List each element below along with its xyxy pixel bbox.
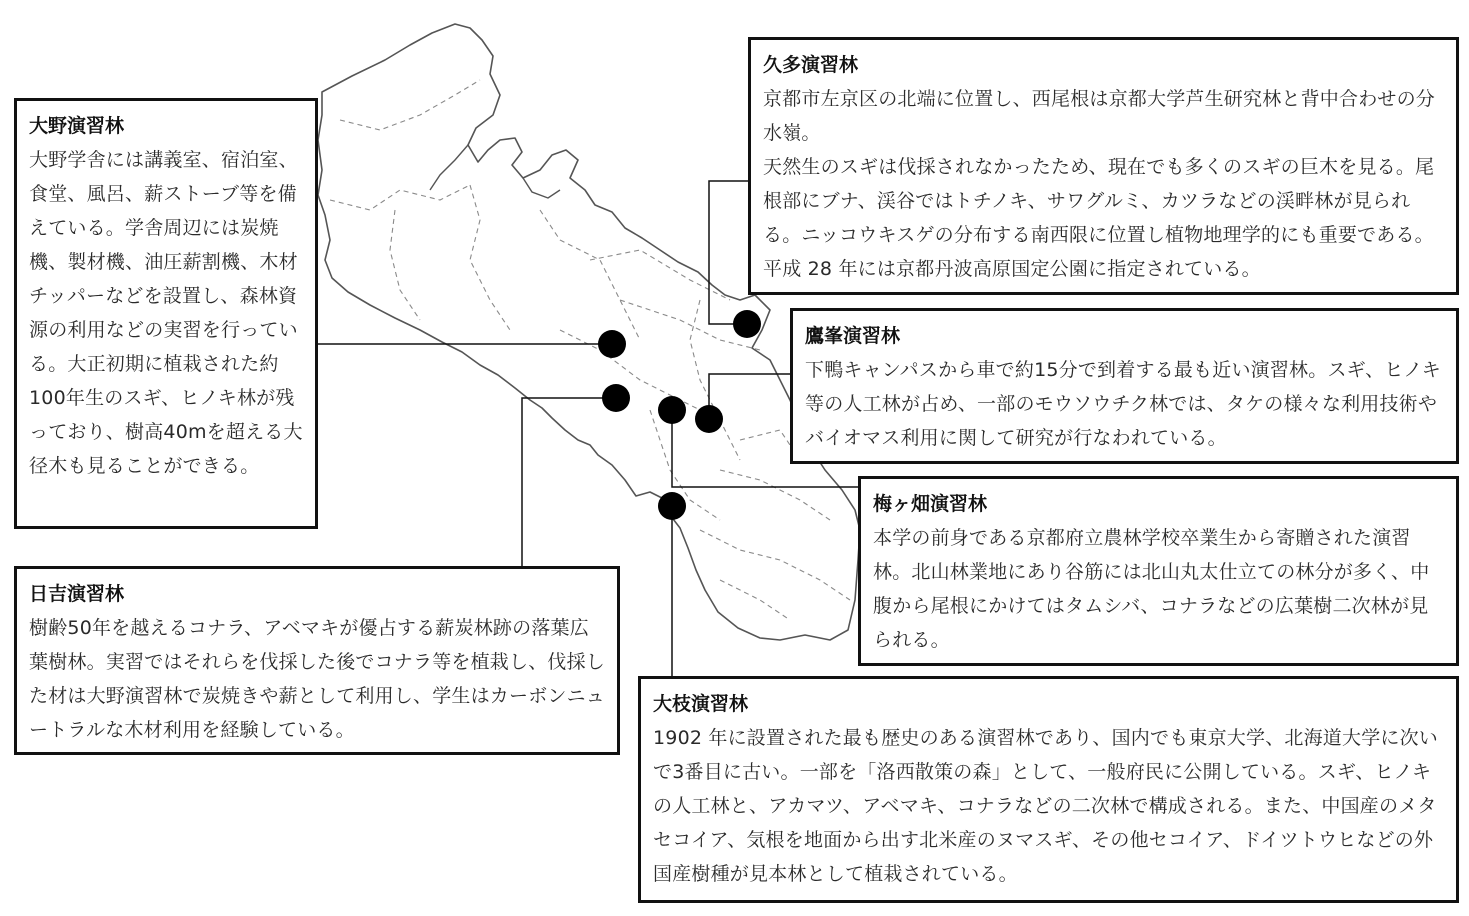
forest-title: 大枝演習林 [653,693,749,715]
forest-title: 日吉演習林 [29,583,125,605]
forest-description: 下鴨キャンパスから車で約15分で到着する最も近い演習林。スギ、ヒノキ等の人工林が占め、一部のモウソウチク林では、タケの様々な利用技術やバイオマス利用に関して研究が行なわれている。 [805,359,1441,449]
marker-kuta [733,310,761,338]
forest-box-umegahata [858,476,1459,666]
forest-box-takagamine [790,308,1459,464]
forest-title: 鷹峯演習林 [805,325,901,347]
marker-takagamine [695,405,723,433]
forest-description: 天然生のスギは伐採されなかったため、現在でも多くのスギの巨木を見る。尾根部にブナ、渓谷ではトチノキ、サワグルミ、カツラなどの渓畔林が見られる。ニッコウキスゲの分布する南西限に位置し植物地理学的にも重要である。平成 28 年には京都丹波高原国定公園に指定されている。 [763,156,1435,280]
forest-box-oeda [638,676,1459,903]
forest-box-kuta [748,37,1459,295]
forest-description: 1902 年に設置された最も歴史のある演習林であり、国内でも東京大学、北海道大学に次いで3番目に古い。一部を「洛西散策の森」として、一般府民に公開している。スギ、ヒノキの人工林と、アカマツ、アベマキ、コナラなどの二次林で構成される。また、中国産のメタセコイア、気根を地面から出す北米産のヌマスギ、その他セコイア、ドイツトウヒなどの外国産樹種が見本林として植栽されている。 [653,727,1438,885]
forest-description: 本学の前身である京都府立農林学校卒業生から寄贈された演習林。北山林業地にあり谷筋には北山丸太仕立ての林分が多く、中腹から尾根にかけてはタムシバ、コナラなどの広葉樹二次林が見られる。 [873,527,1430,651]
marker-hiyoshi [602,384,630,412]
forest-description: 大野学舎には講義室、宿泊室、食堂、風呂、薪ストーブ等を備えている。学舎周辺には炭焼機、製材機、油圧薪割機、木材チッパーなどを設置し、森林資源の利用などの実習を行っている。大正初期に植栽された約100年生のスギ、ヒノキ林が残っており、樹高40mを超える大径木も見ることができる。 [29,149,303,477]
marker-oeda [658,492,686,520]
forest-box-ono [14,98,318,529]
forest-description: 樹齢50年を越えるコナラ、アベマキが優占する薪炭林跡の落葉広葉樹林。実習ではそれらを伐採した後でコナラ等を植栽し、伐採した材は大野演習林で炭焼きや薪として利用し、学生はカーボンニュートラルな木材利用を経験している。 [29,617,606,741]
marker-umegahata [658,396,686,424]
forest-description: 京都市左京区の北端に位置し、西尾根は京都大学芦生研究林と背中合わせの分水嶺。 [763,88,1436,144]
forest-title: 大野演習林 [29,115,125,137]
forest-box-hiyoshi [14,566,620,755]
forest-title: 梅ヶ畑演習林 [873,493,988,515]
forest-title: 久多演習林 [763,54,859,76]
marker-ono [598,330,626,358]
